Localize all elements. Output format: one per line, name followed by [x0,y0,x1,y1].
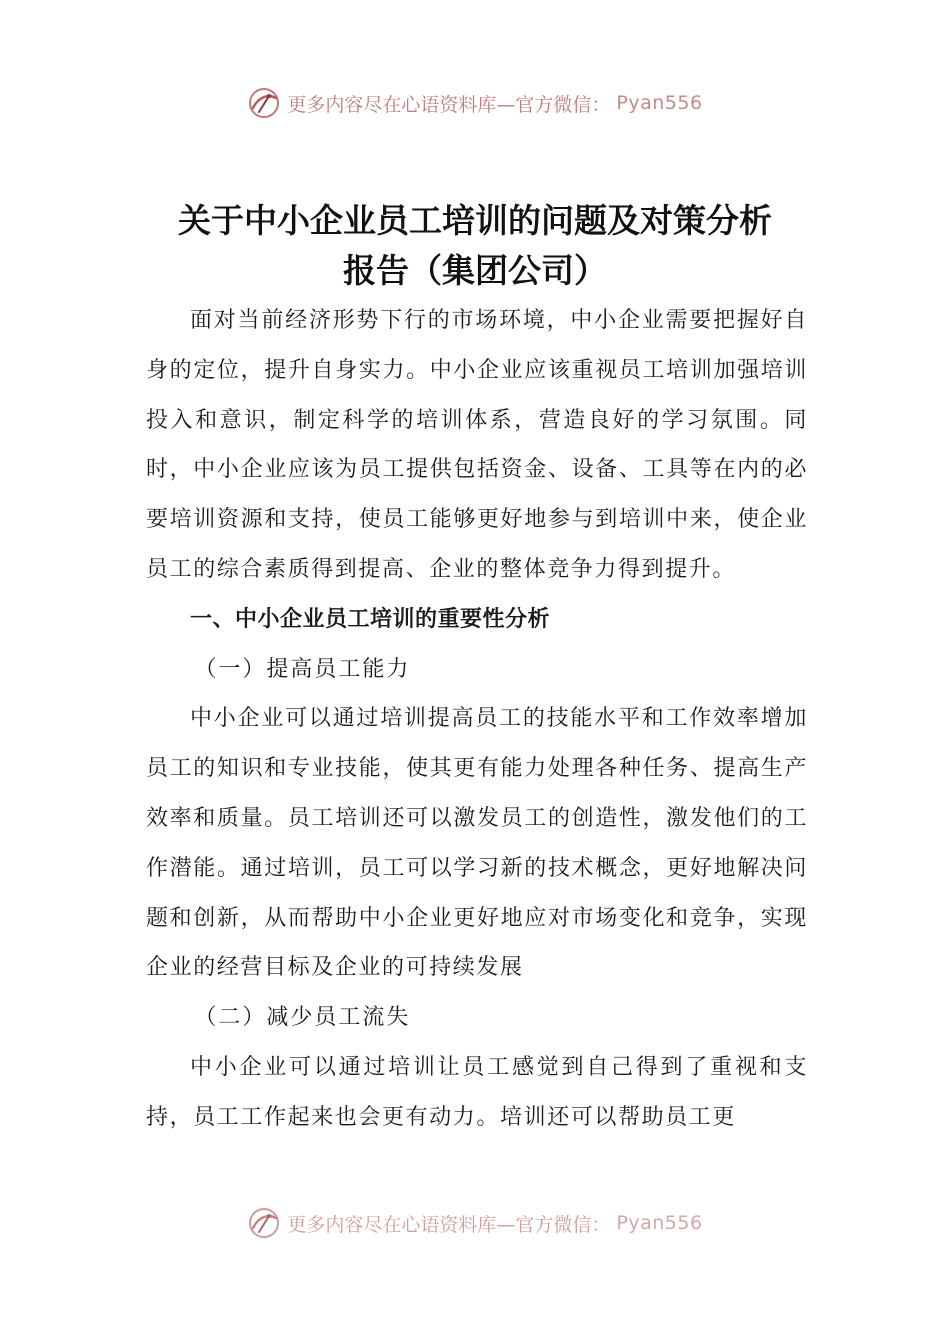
intro-paragraph: 面对当前经济形势下行的市场环境，中小企业需要把握好自身的定位，提升自身实力。中小企业应该重视员工培训加强培训投入和意识，制定科学的培训体系，营造良好的学习氛围。同时，中小企业应该为员工提供包括资金、设备、工具等在内的必要培训资源和支持，使员工能够更好地参与到培训中来，使企业员工的综合素质得到提高、企业的整体竞争力得到提升。 [146,308,808,582]
subsection-2-paragraph: 中小企业可以通过培训让员工感觉到自己得到了重视和支持，员工工作起来也会更有动力。培训还可以帮助员工更 [146,1054,808,1130]
footer-watermark [0,1206,950,1240]
watermark-wechat-id: Pyan556 [616,92,703,114]
subsection-heading-2: （二）减少员工流失 [194,1005,411,1031]
title-line-2: 报告（集团公司） [343,251,607,290]
seal-logo-icon [247,1206,281,1240]
watermark-text: 更多内容尽在心语资料库—官方微信： [287,1213,611,1236]
document-title [0,196,950,296]
subsection-1-paragraph: 中小企业可以通过培训提高员工的技能水平和工作效率增加员工的知识和专业技能，使其更有能力处理各种任务、提高生产效率和质量。员工培训还可以激发员工的创造性，激发他们的工作潜能。通过培训，员工可以学习新的技术概念，更好地解决问题和创新，从而帮助中小企业更好地应对市场变化和竞争，实现企业的经营目标及企业的可持续发展 [146,706,808,981]
document-body [146,296,808,1143]
subsection-heading-1: （一）提高员工能力 [194,656,411,682]
header-watermark [0,86,950,120]
seal-logo-icon [247,86,281,120]
watermark-text: 更多内容尽在心语资料库—官方微信： [287,93,611,116]
watermark-wechat-id: Pyan556 [616,1212,703,1234]
section-heading-1: 一、中小企业员工培训的重要性分析 [190,606,551,632]
title-line-1: 关于中小企业员工培训的问题及对策分析 [178,201,772,240]
